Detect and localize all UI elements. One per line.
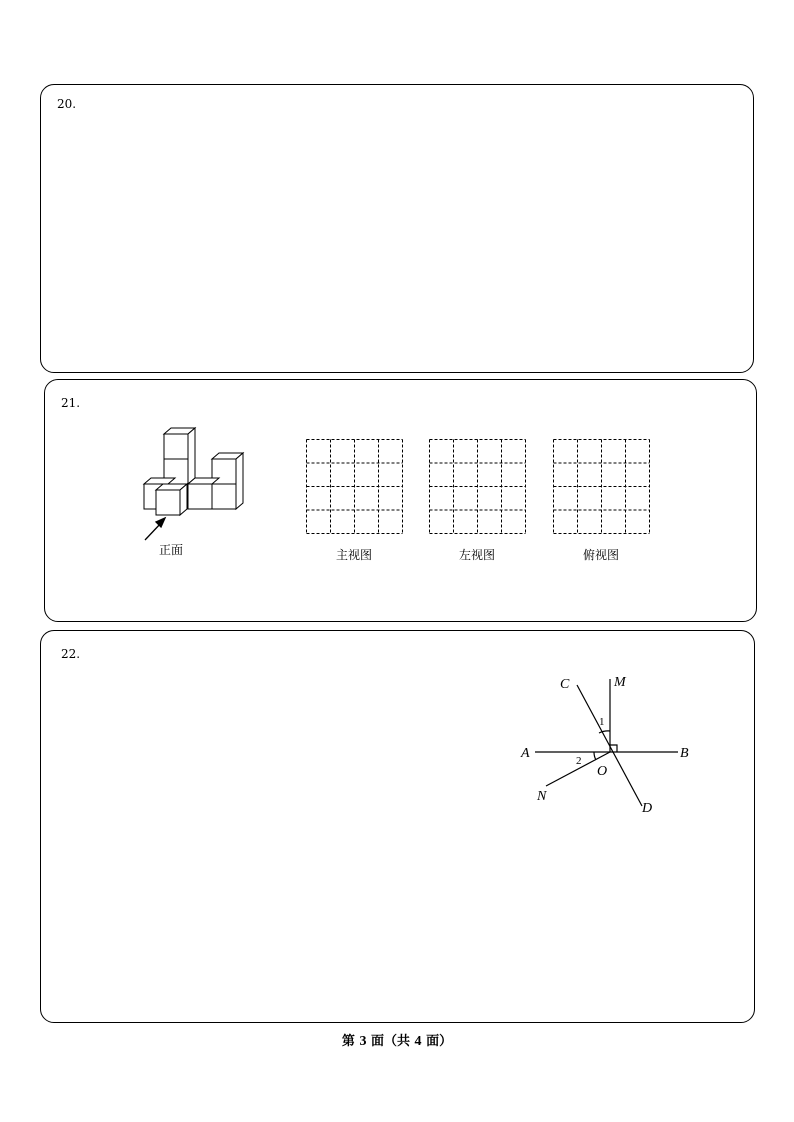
label-M: M <box>614 675 626 690</box>
answer-box-20 <box>40 84 754 373</box>
question-number-20: 20. <box>57 97 77 111</box>
label-angle-2: 2 <box>576 755 582 767</box>
front-label: 正面 <box>158 543 183 557</box>
footer-total-pages: 4 <box>414 1034 422 1049</box>
question-number-21: 21. <box>61 396 81 410</box>
label-C: C <box>560 677 570 692</box>
answer-box-22 <box>40 630 755 1023</box>
label-B: B <box>680 746 689 761</box>
caption-top-view: 俯视图 <box>582 548 619 562</box>
label-D: D <box>642 801 653 816</box>
footer-page-number: 3 <box>359 1034 367 1049</box>
label-A: A <box>521 746 530 761</box>
caption-front-view: 主视图 <box>335 548 372 562</box>
footer-suffix: 面） <box>426 1034 453 1049</box>
label-angle-1: 1 <box>599 716 605 728</box>
label-N: N <box>537 789 547 804</box>
footer-middle: 面（共 <box>370 1034 410 1049</box>
label-O: O <box>597 764 608 779</box>
footer-prefix: 第 <box>341 1034 355 1049</box>
grid-top-view <box>553 439 650 534</box>
grid-front-view <box>306 439 403 534</box>
grid-left-view <box>429 439 526 534</box>
question-number-22: 22. <box>61 647 81 661</box>
page-footer <box>0 1030 794 1050</box>
caption-left-view: 左视图 <box>458 548 495 562</box>
